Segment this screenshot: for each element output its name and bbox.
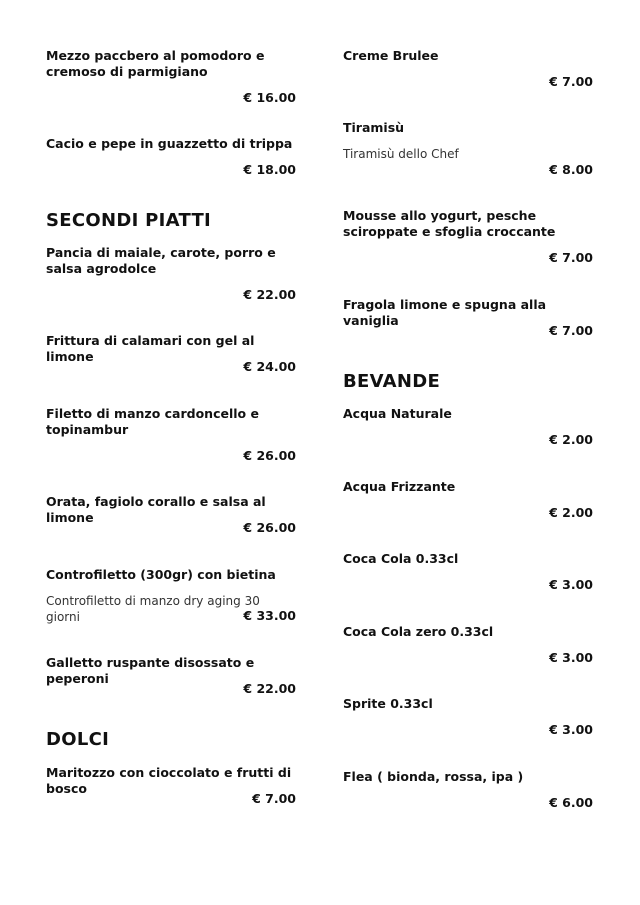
menu-item (343, 208, 593, 265)
menu-item (343, 696, 593, 737)
menu-item-name: Coca Cola 0.33cl (343, 551, 459, 566)
section-title-bevande: BEVANDE (343, 371, 441, 392)
menu-item-price: € 3.00 (549, 722, 593, 737)
menu-item-price: € 6.00 (549, 795, 593, 810)
menu-item (46, 333, 296, 374)
menu-item (46, 245, 296, 302)
menu-item-name: Galletto ruspante disossato e peperoni (46, 655, 255, 686)
menu-item-name: Filetto di manzo cardoncello e topinambur (46, 406, 259, 437)
menu-item (343, 406, 593, 447)
menu-item (343, 120, 593, 177)
menu-item-name: Mezzo paccbero al pomodoro e cremoso di parmigiano (46, 48, 265, 79)
menu-item-price: € 7.00 (549, 74, 593, 89)
menu-item-name: Mousse allo yogurt, pesche sciroppate e sfoglia croccante (343, 208, 556, 239)
menu-item (343, 551, 593, 592)
menu-item-name: Creme Brulee (343, 48, 439, 63)
menu-item (46, 567, 296, 625)
section-title-secondi: SECONDI PIATTI (46, 210, 212, 231)
menu-item (46, 494, 296, 535)
menu-item-price: € 2.00 (549, 432, 593, 447)
menu-item-name: Acqua Naturale (343, 406, 452, 421)
menu-item-price: € 33.00 (243, 608, 296, 623)
menu-item-price: € 7.00 (252, 791, 296, 806)
menu-item-price: € 8.00 (549, 162, 593, 177)
menu-item-price: € 24.00 (243, 359, 296, 374)
menu-item-name: Maritozzo con cioccolato e frutti di bosco (46, 765, 292, 796)
menu-item-price: € 2.00 (549, 505, 593, 520)
menu-item (46, 406, 296, 463)
menu-item-description: Controfiletto di manzo dry aging 30 giorni (46, 594, 260, 624)
menu-item-price: € 22.00 (243, 287, 296, 302)
menu-item-name: Acqua Frizzante (343, 479, 456, 494)
menu-item (343, 297, 593, 338)
menu-item-price: € 18.00 (243, 162, 296, 177)
menu-item-price: € 7.00 (549, 323, 593, 338)
menu-item-price: € 26.00 (243, 448, 296, 463)
menu-item-price: € 16.00 (243, 90, 296, 105)
menu-item (343, 48, 593, 89)
menu-item (46, 48, 296, 105)
menu-item-name: Cacio e pepe in guazzetto di trippa (46, 136, 293, 151)
section-title-dolci: DOLCI (46, 729, 110, 750)
menu-item (343, 479, 593, 520)
menu-item-name: Controfiletto (300gr) con bietina (46, 567, 276, 582)
menu-item (46, 655, 296, 696)
menu-item-name: Frittura di calamari con gel al limone (46, 333, 255, 364)
menu-item (343, 624, 593, 665)
menu-item-name: Orata, fagiolo corallo e salsa al limone (46, 494, 266, 525)
menu-item-price: € 22.00 (243, 681, 296, 696)
menu-item-description: Tiramisù dello Chef (343, 147, 459, 161)
menu-item-price: € 3.00 (549, 650, 593, 665)
menu-item-name: Coca Cola zero 0.33cl (343, 624, 494, 639)
menu-item (343, 769, 593, 810)
menu-item-price: € 26.00 (243, 520, 296, 535)
menu-item-name: Tiramisù (343, 120, 405, 135)
menu-item-name: Sprite 0.33cl (343, 696, 433, 711)
menu-item (46, 765, 296, 806)
menu-item-name: Pancia di maiale, carote, porro e salsa agrodolce (46, 245, 276, 276)
menu-item (46, 136, 296, 177)
menu-item-name: Flea ( bionda, rossa, ipa ) (343, 769, 524, 784)
menu-item-name: Fragola limone e spugna alla vaniglia (343, 297, 547, 328)
menu-item-price: € 7.00 (549, 250, 593, 265)
menu-item-price: € 3.00 (549, 577, 593, 592)
